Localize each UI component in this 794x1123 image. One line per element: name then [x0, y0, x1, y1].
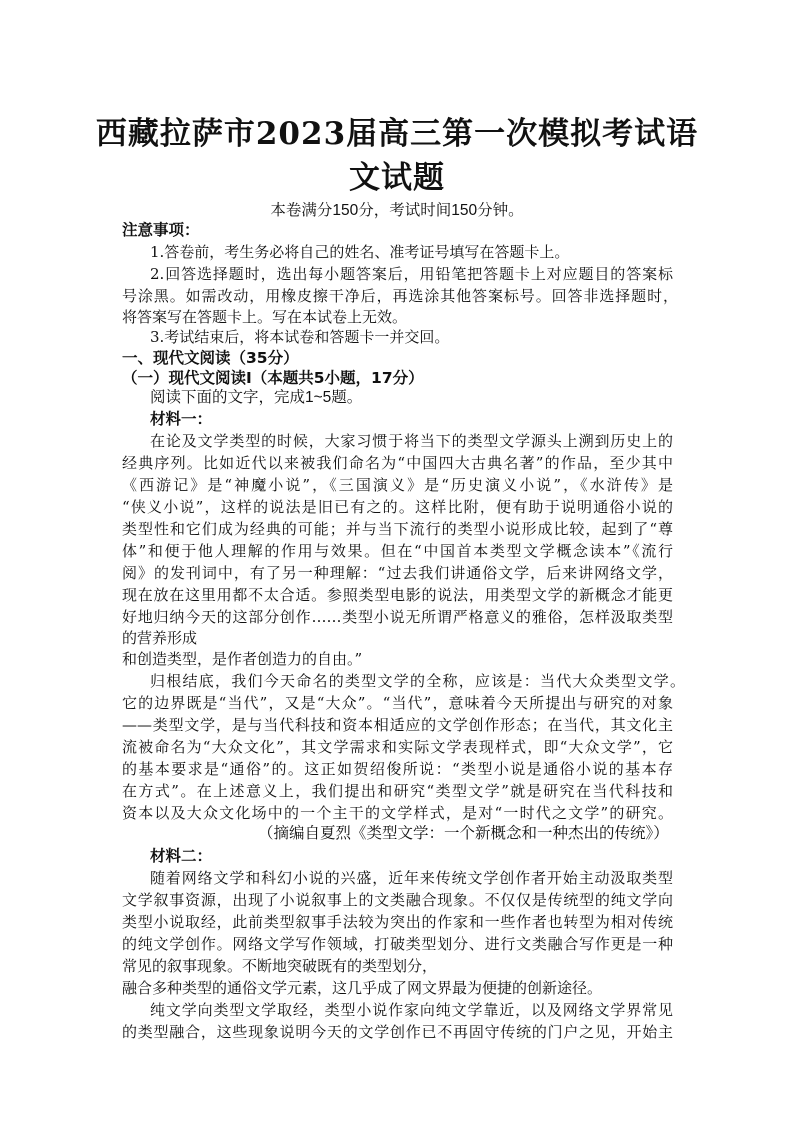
material1-line: 资本以及大众文化场中的一个主干的文学样式，是对“一时代之文学”的研究。 — [122, 804, 673, 822]
notice-heading: 注意事项： — [122, 221, 200, 239]
exam-subtitle: 本卷满分150分，考试时间150分钟。 — [270, 202, 524, 219]
material1-line: 在论及文学类型的时候，大家习惯于将当下的类型文学源头上溯到历史上的 — [150, 432, 673, 450]
material1-line: 的营养形成 — [122, 629, 198, 647]
material1-line: 好地归纳今天的这部分创作……类型小说无所谓严格意义的雅俗，怎样汲取类型 — [122, 608, 673, 626]
material1-line: 的基本要求是“通俗”的。这正如贺绍俊所说：“类型小说是通俗小说的基本存 — [122, 760, 673, 778]
material2-line: 类型小说取经，此前类型叙事手法较为突出的作家和一些作者也转型为相对传统 — [122, 913, 673, 931]
material1-line: 阅》的发刊词中，有了另一种理解：“过去我们讲通俗文学，后来讲网络文学， — [122, 564, 673, 582]
section-heading: 一、现代文阅读（35分） — [122, 349, 299, 367]
material1-line: 类型性和它们成为经典的可能；并与当下流行的类型小说形成比较，起到了“尊 — [122, 520, 673, 538]
material1-line: 归根结底，我们今天命名的类型文学的全称，应该是：当代大众类型文学。 — [150, 672, 685, 690]
instruction-text: 阅读下面的文字，完成1~5题。 — [150, 389, 363, 406]
material1-line: 经典序列。比如近代以来被我们命名为“中国四大古典名著”的作品，至少其中 — [122, 454, 673, 472]
material2-line: 的类型融合，这些现象说明今天的文学创作已不再固守传统的门户之见，开始主 — [122, 1023, 673, 1041]
material2-line: 融合多种类型的通俗文学元素，这几乎成了网文界最为便捷的创新途径。 — [122, 979, 603, 997]
material2-line: 常见的叙事现象。不断地突破既有的类型划分， — [122, 957, 438, 975]
notice-line: 2.回答选择题时，选出每小题答案后，用铅笔把答题卡上对应题目的答案标 — [150, 265, 673, 283]
notice-line: 号涂黑。如需改动，用橡皮擦干净后，再选涂其他答案标号。回答非选择题时， — [122, 287, 678, 305]
material1-line: 《西游记》是“神魔小说”，《三国演义》是“历史演义小说”，《水浒传》是 — [122, 476, 673, 494]
exam-title-line1: 西藏拉萨市2023届高三第一次模拟考试语 — [95, 116, 699, 152]
material2-line: 的纯文学创作。网络文学写作领域，打破类型划分、进行文类融合写作更是一种 — [122, 935, 673, 953]
material1-line: 体”和便于他人理解的作用与效果。但在“中国首本类型文学概念读本”《流行 — [122, 542, 673, 560]
material1-line: 它的边界既是“当代”，又是“大众”。“当代”，意味着今天所提出与研究的对象 — [122, 694, 673, 712]
material1-line: 在方式”。在上述意义上，我们提出和研究“类型文学”就是研究在当代科技和 — [122, 782, 673, 800]
material1-source: （摘编自夏烈《类型文学：一个新概念和一种杰出的传统》） — [258, 825, 669, 842]
material1-line: “侠义小说”，这样的说法是旧已有之的。这样比附，便有助于说明通俗小说的 — [122, 498, 673, 516]
material1-line: 现在放在这里用都不太合适。参照类型电影的说法，用类型文学的新概念才能更 — [122, 586, 673, 604]
material1-line: ——类型文学，是与当代科技和资本相适应的文学创作形态；在当代，其文化主 — [122, 716, 673, 734]
material2-line: 纯文学向类型文学取经，类型小说作家向纯文学靠近，以及网络文学界常见 — [150, 1001, 673, 1019]
notice-line: 3.考试结束后，将本试卷和答题卡一并交回。 — [150, 328, 450, 346]
material2-label: 材料二： — [150, 847, 213, 865]
notice-line: 1.答卷前，考生务必将自己的姓名、准考证号填写在答题卡上。 — [150, 243, 570, 261]
material1-line: 流被命名为“大众文化”，其文学需求和实际文学表现样式，即“大众文学”，它 — [122, 738, 673, 756]
material1-label: 材料一： — [150, 410, 213, 428]
exam-title-line2: 文试题 — [349, 160, 445, 196]
notice-line: 将答案写在答题卡上。写在本试卷上无效。 — [122, 308, 408, 326]
material2-line: 文学叙事资源，出现了小说叙事上的文类融合现象。不仅仅是传统型的纯文学向 — [122, 891, 673, 909]
part-heading: （一）现代文阅读Ⅰ（本题共5小题，17分） — [122, 369, 424, 387]
material1-line: 和创造类型，是作者创造力的自由。” — [122, 650, 363, 668]
material2-line: 随着网络文学和科幻小说的兴盛，近年来传统文学创作者开始主动汲取类型 — [150, 869, 673, 887]
